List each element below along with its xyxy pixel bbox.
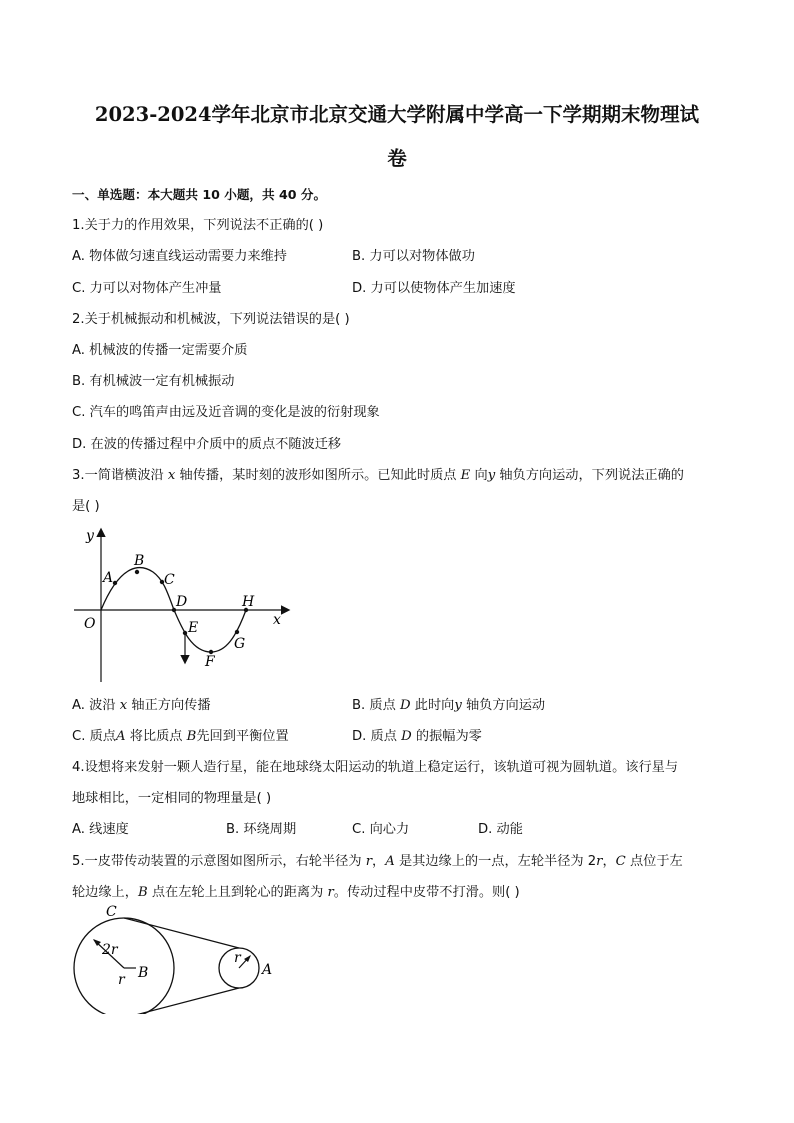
- q4-option-b: B. 环绕周期: [226, 822, 297, 837]
- point-e-label: E: [188, 620, 199, 636]
- point-a-dot: [113, 581, 117, 585]
- origin-label: O: [84, 616, 96, 632]
- page-title-line2: 卷: [387, 147, 407, 170]
- point-a-label: A: [103, 570, 114, 586]
- label-c: C: [106, 904, 117, 920]
- q1-option-d: D. 力可以使物体产生加速度: [352, 281, 516, 296]
- axis-y-label: y: [86, 528, 94, 544]
- point-f-label: F: [205, 654, 215, 670]
- q2-option-b: B. 有机械波一定有机械振动: [72, 374, 235, 389]
- point-g-label: G: [234, 636, 246, 652]
- question-3-stem-line2: 是( ): [72, 499, 100, 514]
- point-b-label: B: [134, 553, 145, 569]
- belt-drive-figure: [66, 904, 286, 1014]
- q3-option-d: D. 质点 D 的振幅为零: [352, 729, 482, 744]
- point-b-dot: [135, 570, 139, 574]
- q3-option-c: C. 质点A 将比质点 B先回到平衡位置: [72, 729, 289, 744]
- label-b: B: [138, 965, 149, 981]
- q2-option-c: C. 汽车的鸣笛声由远及近音调的变化是波的衍射现象: [72, 405, 380, 420]
- q4-option-d: D. 动能: [478, 822, 523, 837]
- question-4-stem-line2: 地球相比，一定相同的物理量是( ): [72, 791, 272, 806]
- point-h-label: H: [242, 594, 255, 610]
- belt-bottom: [124, 988, 239, 1014]
- q3-option-a: A. 波沿 x 轴正方向传播: [72, 698, 211, 713]
- wave-figure: [66, 522, 296, 687]
- q2-option-d: D. 在波的传播过程中介质中的质点不随波迁移: [72, 437, 342, 452]
- q4-option-c: C. 向心力: [352, 822, 410, 837]
- question-2-stem: 2.关于机械振动和机械波，下列说法错误的是( ): [72, 312, 350, 327]
- belt-top: [124, 918, 239, 948]
- point-c-label: C: [164, 572, 175, 588]
- label-r-left: r: [118, 972, 125, 988]
- point-d-label: D: [176, 594, 188, 610]
- axis-x-label: x: [273, 612, 281, 628]
- q1-option-c: C. 力可以对物体产生冲量: [72, 281, 222, 296]
- question-1-stem: 1.关于力的作用效果，下列说法不正确的( ): [72, 218, 324, 233]
- label-r-right: r: [234, 950, 241, 966]
- label-a: A: [262, 962, 273, 978]
- point-e-dot: [183, 631, 187, 635]
- section-heading: 一、单选题：本大题共 10 小题，共 40 分。: [72, 187, 327, 202]
- question-3-stem-line1: 3.一简谐横波沿 x 轴传播，某时刻的波形如图所示。已知此时质点 E 向y 轴负方向运动，下列说法正确的: [72, 468, 684, 483]
- label-2r: 2r: [102, 942, 118, 958]
- question-5-stem-line2: 轮边缘上，B 点在左轮上且到轮心的距离为 r。传动过程中皮带不打滑。则( ): [72, 885, 520, 900]
- q1-option-a: A. 物体做匀速直线运动需要力来维持: [72, 249, 287, 264]
- q4-option-a: A. 线速度: [72, 822, 129, 837]
- question-4-stem-line1: 4.设想将来发射一颗人造行星，能在地球绕太阳运动的轨道上稳定运行，该轨道可视为圆轨道。该行星与: [72, 760, 679, 775]
- q2-option-a: A. 机械波的传播一定需要介质: [72, 343, 248, 358]
- page-title-line1: 2023-2024学年北京市北京交通大学附属中学高一下学期期末物理试: [94, 103, 700, 126]
- left-wheel: [74, 918, 174, 1014]
- q1-option-b: B. 力可以对物体做功: [352, 249, 475, 264]
- question-5-stem-line1: 5.一皮带传动装置的示意图如图所示，右轮半径为 r，A 是其边缘上的一点，左轮半径为 2r，C 点位于左: [72, 854, 683, 869]
- point-g-dot: [235, 630, 239, 634]
- q3-option-b: B. 质点 D 此时向y 轴负方向运动: [352, 698, 546, 713]
